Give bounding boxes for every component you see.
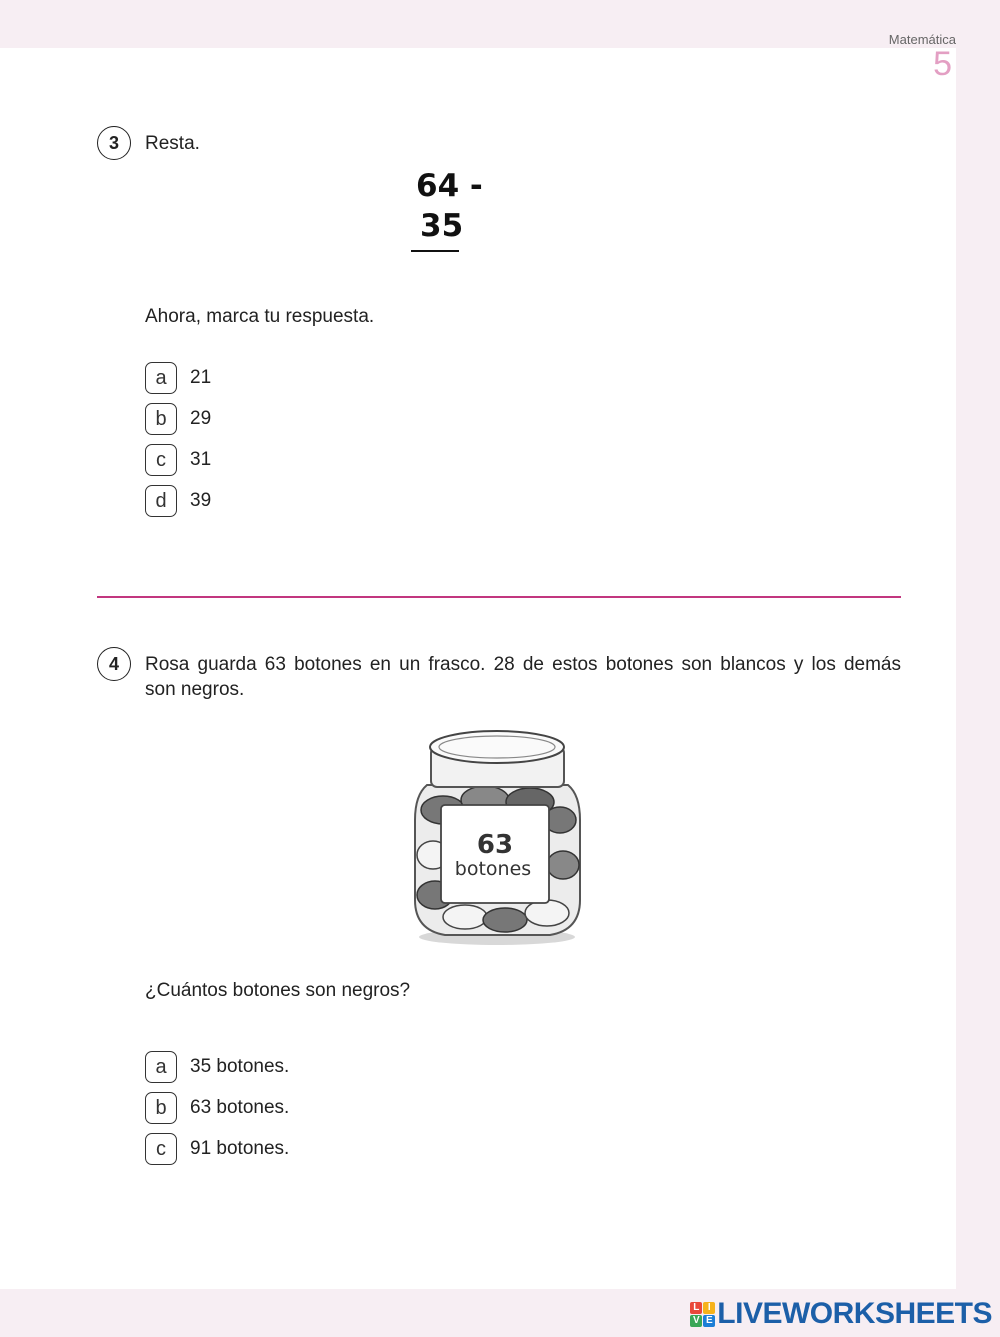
logo-mark-icon bbox=[690, 1302, 715, 1327]
option-letter-box[interactable]: a bbox=[145, 362, 177, 394]
option-text: 21 bbox=[190, 367, 212, 388]
white-button bbox=[443, 905, 487, 929]
option-letter-box[interactable]: d bbox=[145, 485, 177, 517]
subject-label: Matemática bbox=[888, 32, 956, 47]
q4-option-a[interactable] bbox=[145, 1051, 289, 1083]
subtraction-subtrahend: 35 bbox=[420, 208, 464, 244]
q3-option-c[interactable] bbox=[145, 444, 211, 476]
q4-option-b[interactable] bbox=[145, 1092, 289, 1124]
question-3-instruction: Ahora, marca tu respuesta. bbox=[145, 306, 375, 327]
question-4-number: 4 bbox=[97, 647, 131, 681]
subtraction-line bbox=[411, 250, 459, 252]
option-text: 31 bbox=[190, 449, 212, 470]
question-3-prompt: Resta. bbox=[145, 133, 200, 154]
button-jar-illustration bbox=[405, 725, 590, 950]
logo-letter: V bbox=[690, 1315, 702, 1327]
q3-option-b[interactable] bbox=[145, 403, 211, 435]
white-button bbox=[525, 900, 569, 926]
logo-letter: E bbox=[703, 1315, 715, 1327]
option-letter-box[interactable]: c bbox=[145, 444, 177, 476]
logo-text: LIVEWORKSHEETS bbox=[717, 1297, 992, 1330]
option-text: 39 bbox=[190, 490, 212, 511]
question-4-prompt-line1: Rosa guarda 63 botones en un frasco. 28 de estos botones son blancos y los demás bbox=[145, 654, 901, 675]
grade-number: 5 bbox=[933, 45, 952, 83]
option-letter-box[interactable]: b bbox=[145, 1092, 177, 1124]
q3-option-a[interactable] bbox=[145, 362, 211, 394]
logo-letter: I bbox=[703, 1302, 715, 1314]
question-3-number: 3 bbox=[97, 126, 131, 160]
question-4-prompt-line2: son negros. bbox=[145, 679, 245, 700]
question-4-question: ¿Cuántos botones son negros? bbox=[145, 980, 411, 1001]
option-text: 35 botones. bbox=[190, 1056, 290, 1077]
section-divider bbox=[97, 596, 901, 598]
dark-button bbox=[547, 851, 579, 879]
jar-label-number: 63 bbox=[476, 830, 514, 860]
liveworksheets-logo[interactable] bbox=[690, 1297, 992, 1331]
jar-label-word: botones bbox=[454, 858, 532, 880]
option-letter-box[interactable]: c bbox=[145, 1133, 177, 1165]
q4-option-c[interactable] bbox=[145, 1133, 289, 1165]
option-text: 63 botones. bbox=[190, 1097, 290, 1118]
option-text: 91 botones. bbox=[190, 1138, 290, 1159]
subtraction-minuend: 64 - bbox=[416, 168, 483, 204]
option-letter-box[interactable]: b bbox=[145, 403, 177, 435]
q3-option-d[interactable] bbox=[145, 485, 211, 517]
option-letter-box[interactable]: a bbox=[145, 1051, 177, 1083]
logo-letter: L bbox=[690, 1302, 702, 1314]
dark-button bbox=[483, 908, 527, 932]
option-text: 29 bbox=[190, 408, 212, 429]
